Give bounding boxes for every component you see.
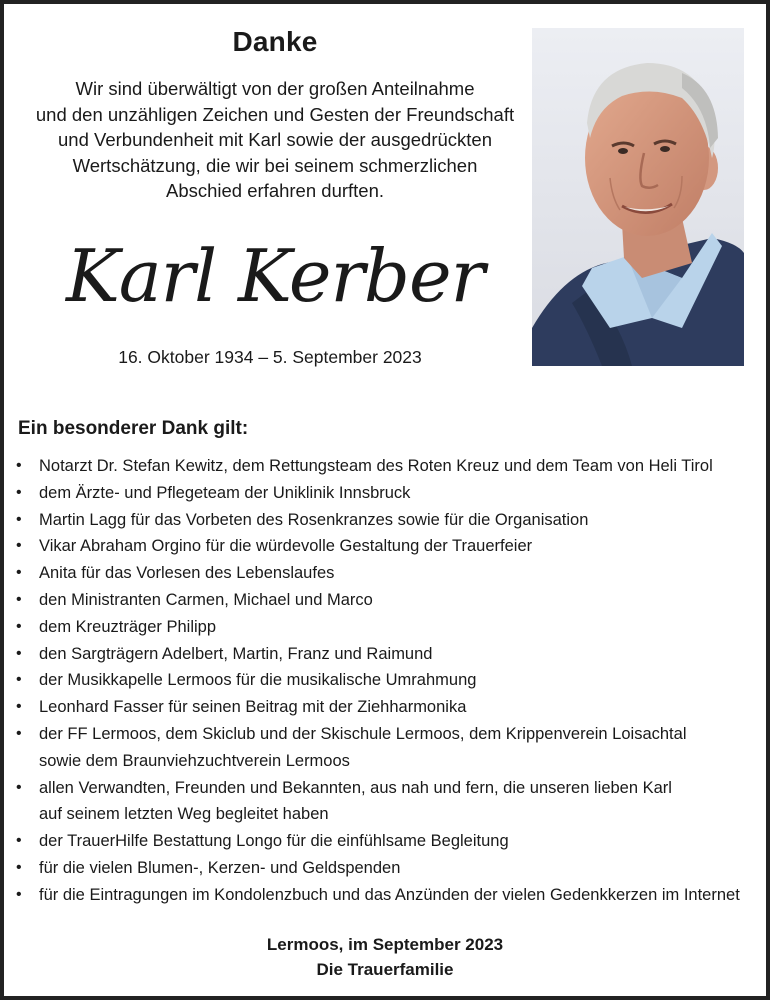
message-line: Wertschätzung, die wir bei seinem schmerzlichen [72,154,478,176]
bullet: • [16,698,22,716]
list-item-text: der Musikkapelle Lermoos für die musikalische Umrahmung [39,671,477,690]
list-item [14,507,754,534]
list-item-text: Martin Lagg für das Vorbeten des Rosenkranzes sowie für die Organisation [39,510,589,529]
bullet: • [16,483,22,501]
bullet: • [16,885,22,903]
bullet: • [16,537,22,555]
closing [0,932,770,982]
bullet: • [16,671,22,689]
list-item-text: der FF Lermoos, dem Skiclub und der Skischule Lermoos, dem Krippenverein Loisachtal [39,724,687,743]
bullet: • [16,724,22,742]
list-item [14,694,754,721]
message-line: und den unzähligen Zeichen und Gesten der Freundschaft [35,103,515,125]
list-item [14,533,754,560]
list-item [14,721,754,775]
list-item-text: Anita für das Vorlesen des Lebenslaufes [39,564,335,583]
list-item [14,587,754,614]
list-item-text: der TrauerHilfe Bestattung Longo für die einfühlsame Begleitung [39,832,509,851]
list-item [14,855,754,882]
list-item [14,560,754,587]
message-line: und Verbundenheit mit Karl sowie der ausgedrückten [58,129,492,150]
list-item [14,667,754,694]
special-thanks-heading: Ein besonderer Dank gilt: [18,418,249,439]
bullet: • [16,510,22,528]
list-item-text: Notarzt Dr. Stefan Kewitz, dem Rettungsteam des Roten Kreuz und dem Team von Heli Tirol [39,457,713,475]
list-item-text: Vikar Abraham Orgino für die würdevolle Gestaltung der Trauerfeier [39,537,533,556]
thanks-list [14,453,754,909]
list-item-text: den Ministranten Carmen, Michael und Marco [39,590,373,609]
bullet: • [16,644,22,662]
list-item-text: den Sargträgern Adelbert, Martin, Franz und Raimund [39,644,433,663]
bullet: • [16,590,22,608]
thanks-message [30,76,520,204]
list-item [14,775,754,829]
bullet: • [16,617,22,635]
message-line: Abschied erfahren durften. [165,180,385,201]
bullet: • [16,778,22,796]
list-item-text-continued: auf seinem letzten Weg begleitet haben [39,805,329,824]
list-item-text: für die Eintragungen im Kondolenzbuch und das Anzünden der vielen Gedenkkerzen im Internet [39,885,740,904]
bullet: • [16,858,22,876]
list-item [14,882,754,909]
list-item [14,614,754,641]
notice-heading: Danke [232,26,318,57]
list-item-text: für die vielen Blumen-, Kerzen- und Geldspenden [39,858,401,877]
deceased-name: Karl Kerber [65,234,485,318]
list-item [14,828,754,855]
closing-place-date: Lermoos, im September 2023 [266,935,504,954]
bullet: • [16,457,22,474]
list-item [14,641,754,668]
list-item [14,480,754,507]
closing-family: Die Trauerfamilie [316,960,454,979]
portrait-photo [532,28,744,366]
list-item-text: dem Kreuzträger Philipp [39,617,217,636]
list-item-text: dem Ärzte- und Pflegeteam der Uniklinik Innsbruck [39,483,411,502]
list-item-text: allen Verwandten, Freunden und Bekannten, aus nah und fern, die unseren lieben Karl [39,778,672,797]
life-dates: 16. Oktober 1934 – 5. September 2023 [118,347,422,367]
list-item-text-continued: sowie dem Braunviehzuchtverein Lermoos [39,751,350,770]
list-item [14,453,754,480]
bullet: • [16,564,22,582]
message-line: Wir sind überwältigt von der großen Anteilnahme [75,78,475,99]
list-item-text: Leonhard Fasser für seinen Beitrag mit der Ziehharmonika [39,698,467,717]
bullet: • [16,832,22,850]
portrait-illustration [532,28,744,366]
